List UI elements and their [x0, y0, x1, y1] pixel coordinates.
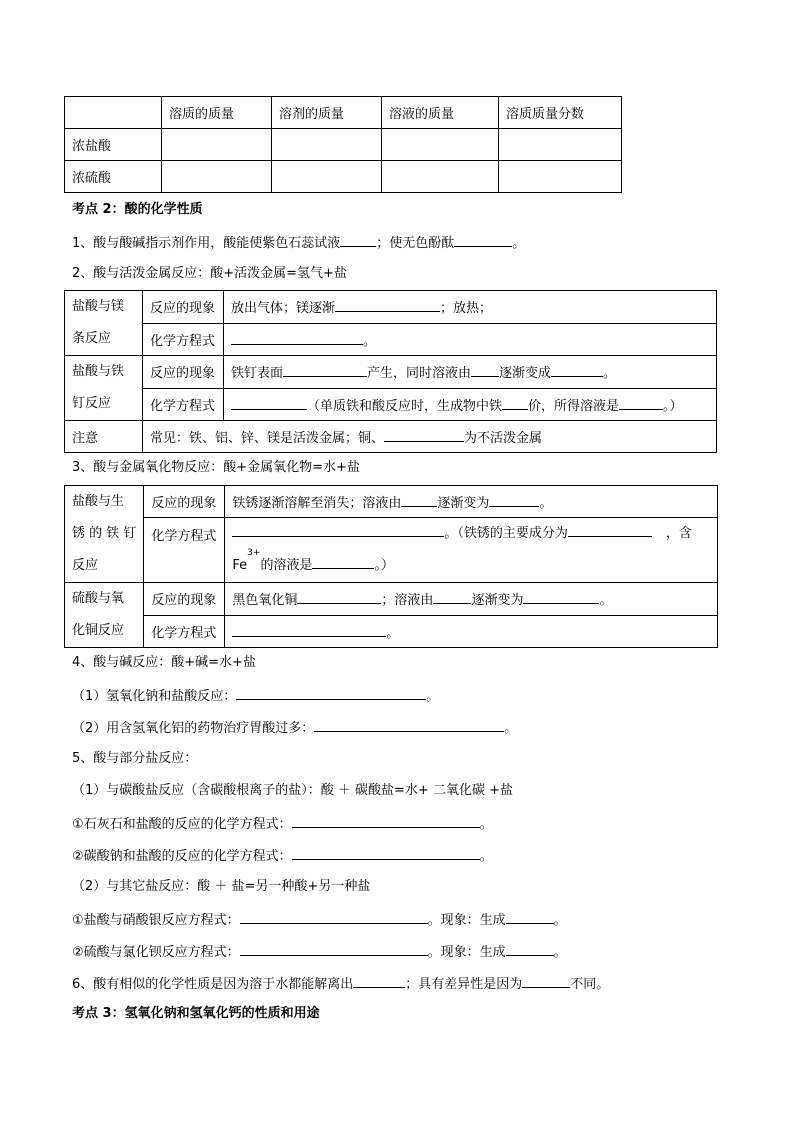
table-header-cell: 溶液的质量	[382, 97, 499, 129]
answer-blank[interactable]	[384, 428, 464, 442]
item-5-1b: ②碳酸钠和盐酸的反应的化学方程式： 。	[72, 846, 493, 866]
reaction-name-cell: 硫酸与氧 化铜反应	[65, 583, 144, 648]
item-4-title: 4、酸与碱反应：酸+碱=水+盐	[72, 655, 256, 670]
table-cell	[382, 161, 499, 193]
answer-blank[interactable]	[292, 814, 480, 828]
item-5-2a: ①盐酸与硝酸银反应方程式： 。现象：生成 。	[72, 910, 567, 930]
answer-blank[interactable]	[471, 363, 499, 377]
answer-blank[interactable]	[236, 686, 426, 700]
answer-blank[interactable]	[502, 396, 528, 410]
table-cell	[272, 129, 382, 161]
answer-blank[interactable]	[506, 910, 554, 924]
answer-blank[interactable]	[314, 718, 504, 732]
answer-blank[interactable]	[231, 331, 363, 345]
row-label: 化学方程式	[143, 323, 224, 356]
answer-blank[interactable]	[568, 523, 652, 537]
table-row-label: 浓硫酸	[65, 161, 162, 193]
item-4-2: （2）用含氢氧化铝的药物治疗胃酸过多： 。	[72, 718, 517, 738]
row-label: 反应的现象	[144, 583, 225, 616]
table-header-cell: 溶质的质量	[162, 97, 272, 129]
concentration-table	[64, 96, 622, 193]
item-5-title: 5、酸与部分盐反应：	[72, 751, 198, 766]
table-cell	[272, 161, 382, 193]
note-cell: 常见：铁、铝、锌、镁是活泼金属；铜、 为不活泼金属	[143, 421, 717, 453]
answer-blank[interactable]	[454, 233, 512, 247]
table-cell	[499, 129, 622, 161]
answer-blank[interactable]	[240, 910, 428, 924]
phenomenon-cell: 铁钉表面 产生，同时溶液由 逐渐变成 。	[224, 356, 717, 389]
item-5-2b: ②硫酸与氯化钡反应方程式： 。现象：生成 。	[72, 942, 567, 962]
item-1: 1、酸与酸碱指示剂作用，酸能使紫色石蕊试液 ；使无色酚酞 。	[72, 233, 525, 253]
table-cell	[162, 161, 272, 193]
section-2-title: 考点 2：酸的化学性质	[72, 202, 203, 217]
item-5-2: （2）与其它盐反应：酸 ＋ 盐=另一种酸+另一种盐	[72, 879, 371, 894]
answer-blank[interactable]	[335, 298, 440, 312]
phenomenon-cell: 黑色氧化铜 ；溶液由 逐渐变为 。	[225, 583, 718, 616]
answer-blank[interactable]	[283, 363, 367, 377]
item-4-1: （1）氢氧化钠和盐酸反应： 。	[72, 686, 439, 706]
equation-cell: 。（铁锈的主要成分为 ，含 $Fe^{3+}$的溶液是 。）	[225, 518, 718, 583]
item-3-title: 3、酸与金属氧化物反应：酸+金属氧化物=水+盐	[72, 460, 360, 475]
row-label: 化学方程式	[144, 518, 225, 583]
answer-blank[interactable]	[489, 493, 539, 507]
reaction-name-cell: 盐酸与铁 钉反应	[65, 356, 143, 421]
reaction-name-cell: 盐酸与镁 条反应	[65, 291, 143, 356]
item-5-1a: ①石灰石和盐酸的反应的化学方程式： 。	[72, 814, 493, 834]
equation-cell: （单质铁和酸反应时，生成物中铁 价，所得溶液是 。）	[224, 388, 717, 421]
oxide-reaction-table	[64, 485, 718, 648]
row-label: 反应的现象	[143, 291, 224, 324]
item-2-title: 2、酸与活泼金属反应：酸+活泼金属=氢气+盐	[72, 266, 347, 281]
answer-blank[interactable]	[523, 590, 599, 604]
reaction-name-cell: 盐酸与生 锈 的 铁 钉 反应	[65, 486, 144, 583]
table-row-label: 浓盐酸	[65, 129, 162, 161]
table-header-cell: 溶剂的质量	[272, 97, 382, 129]
answer-blank[interactable]	[340, 233, 376, 247]
row-label: 化学方程式	[143, 388, 224, 421]
metal-reaction-table	[64, 290, 717, 453]
equation-cell: 。	[225, 615, 718, 648]
equation-cell: 。	[224, 323, 717, 356]
answer-blank[interactable]	[231, 396, 307, 410]
answer-blank[interactable]	[297, 590, 381, 604]
row-label: 反应的现象	[143, 356, 224, 389]
answer-blank[interactable]	[506, 942, 554, 956]
table-cell	[499, 161, 622, 193]
answer-blank[interactable]	[292, 846, 480, 860]
answer-blank[interactable]	[312, 555, 374, 569]
answer-blank[interactable]	[232, 623, 386, 637]
answer-blank[interactable]	[433, 590, 471, 604]
row-label: 反应的现象	[144, 486, 225, 518]
answer-blank[interactable]	[353, 974, 405, 988]
phenomenon-cell: 放出气体；镁逐渐 ；放热；	[224, 291, 717, 324]
answer-blank[interactable]	[619, 396, 663, 410]
section-3-title: 考点 3：氢氧化钠和氢氧化钙的性质和用途	[72, 1006, 320, 1021]
item-6: 6、酸有相似的化学性质是因为溶于水都能解离出 ；具有差异性是因为 不同。	[72, 974, 609, 994]
phenomenon-cell: 铁锈逐渐溶解至消失；溶液由 逐渐变为 。	[225, 486, 718, 518]
table-header-cell: 溶质质量分数	[499, 97, 622, 129]
row-label: 化学方程式	[144, 615, 225, 648]
note-label: 注意	[65, 421, 143, 453]
answer-blank[interactable]	[240, 942, 428, 956]
answer-blank[interactable]	[551, 363, 603, 377]
item-5-1: （1）与碳酸盐反应（含碳酸根离子的盐）：酸 ＋ 碳酸盐=水+ 二氧化碳 +盐	[72, 783, 513, 798]
answer-blank[interactable]	[232, 523, 444, 537]
table-header-cell	[65, 97, 162, 129]
answer-blank[interactable]	[401, 493, 437, 507]
table-cell	[162, 129, 272, 161]
answer-blank[interactable]	[522, 974, 570, 988]
table-cell	[382, 129, 499, 161]
